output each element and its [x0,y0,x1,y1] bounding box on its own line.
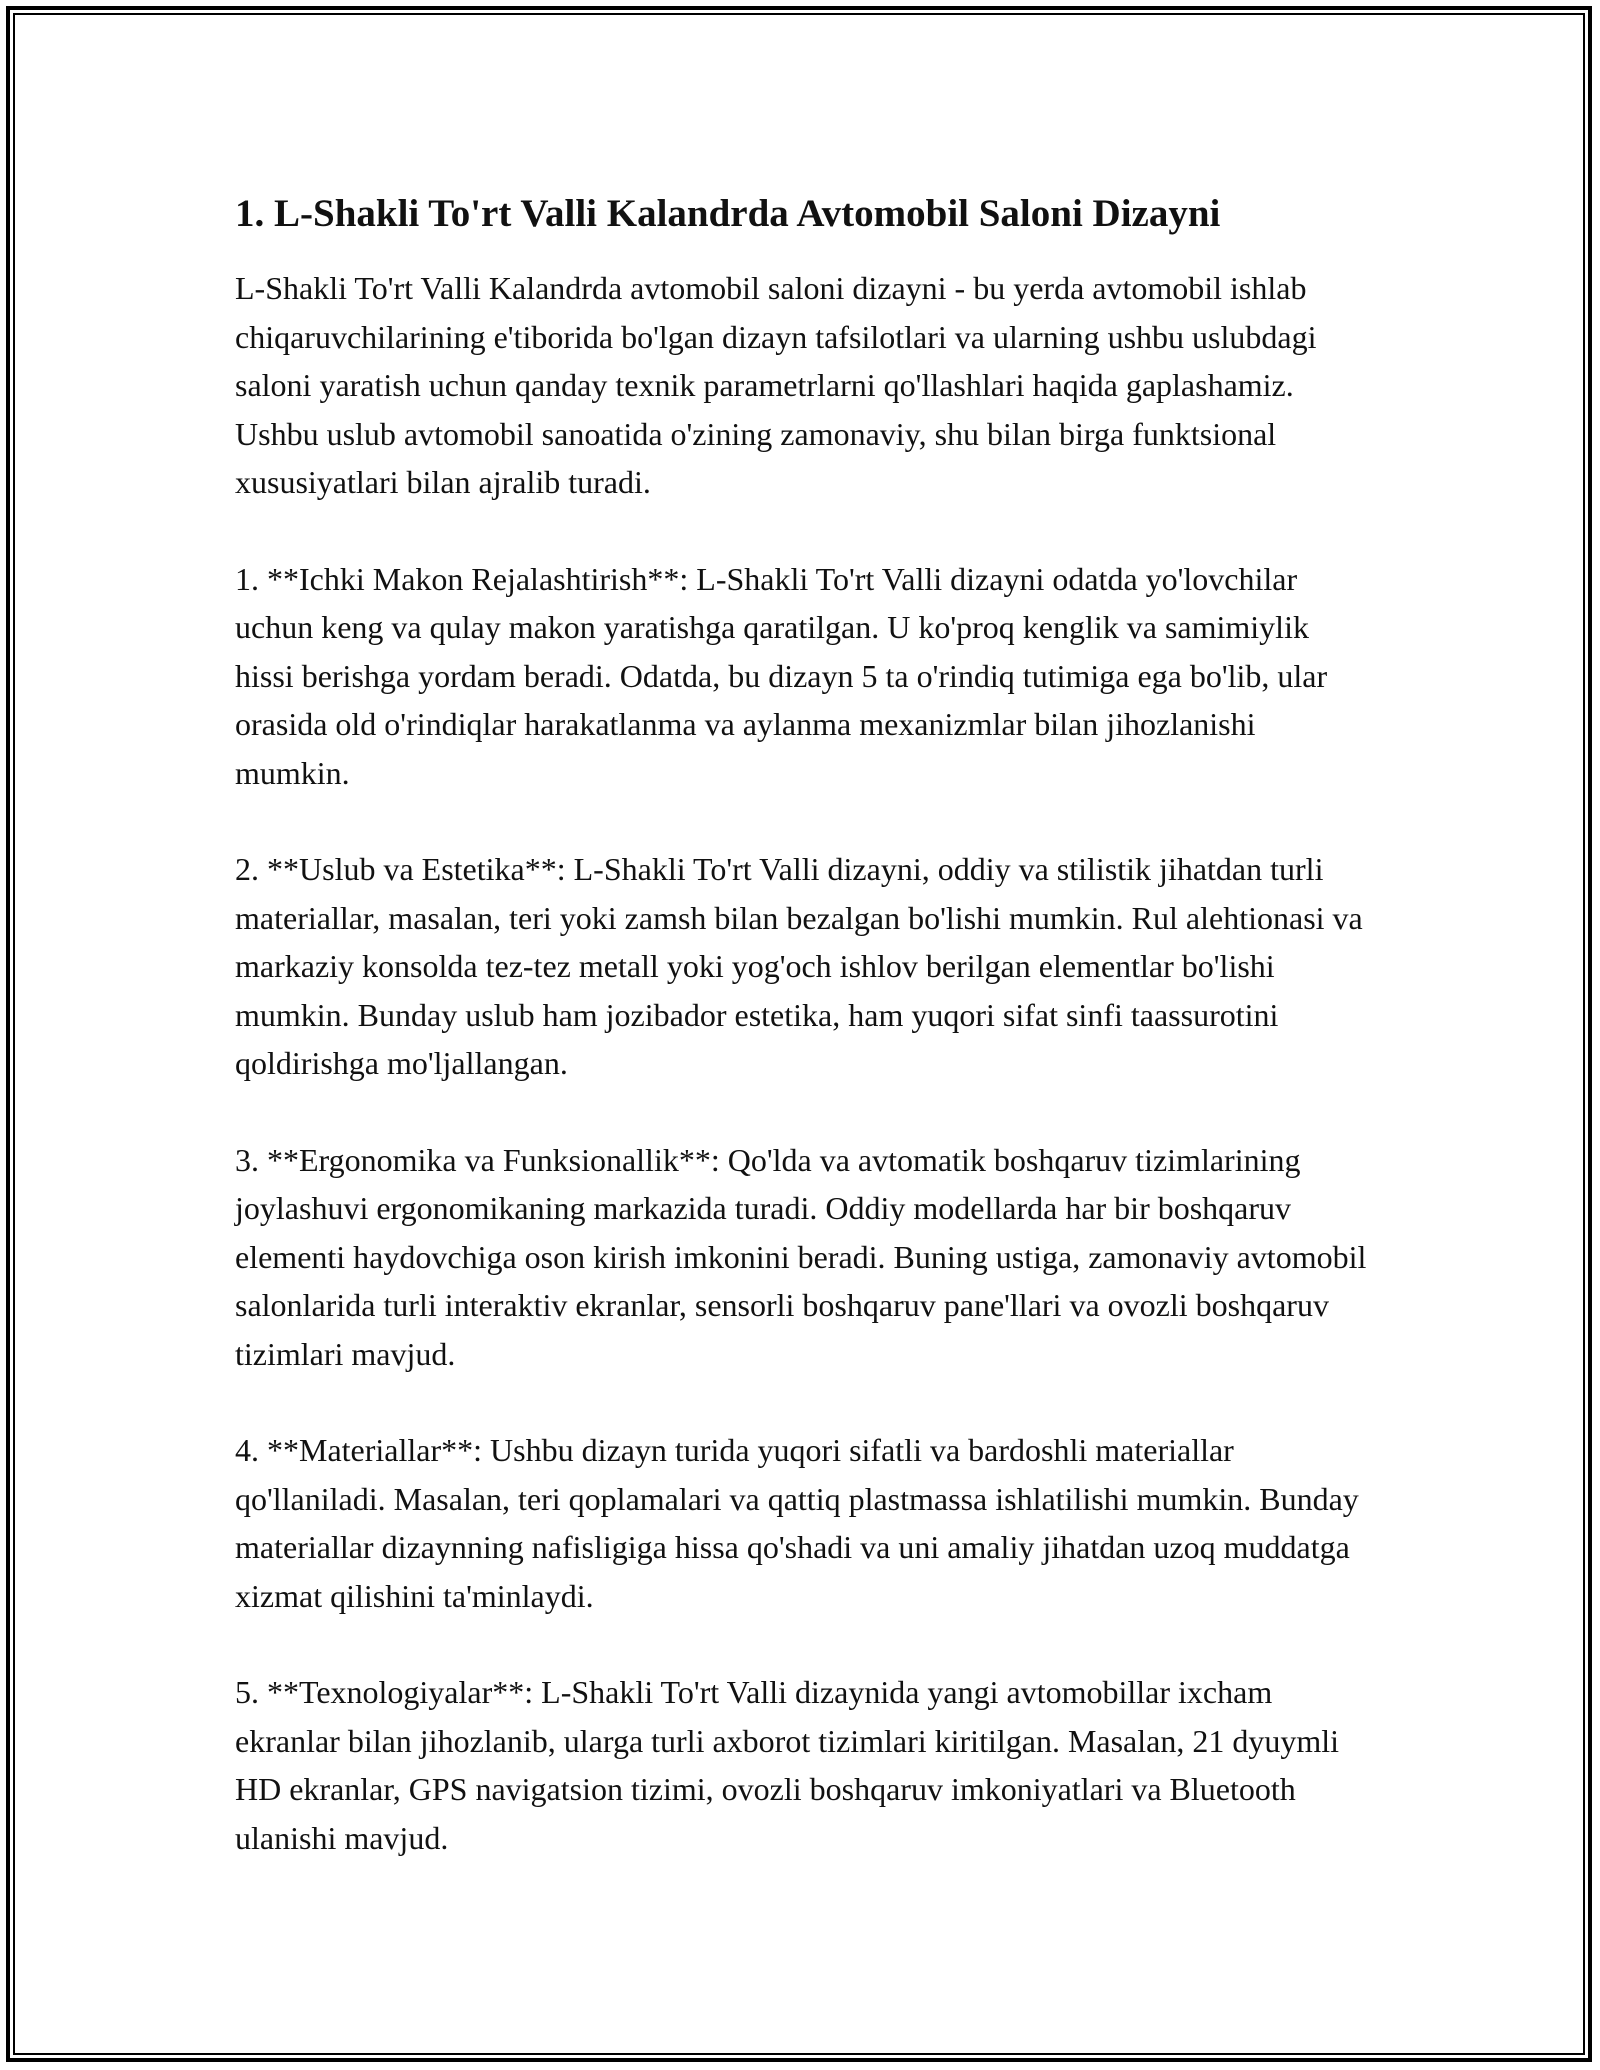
section-style-aesthetics: 2. **Uslub va Estetika**: L-Shakli To'rt Valli dizayni, oddiy va stilistik jihatdan turli materiallar, masalan, teri yoki zamsh bilan bezalgan bo'lishi mumkin. Rul alehtionasi va markaziy konsolda tez-tez metall yoki yog'och ishlov berilgan elementlar bo'lishi mumkin. Bunday uslub ham jozibador estetika, ham yuqori sifat sinfi taassurotini qoldirishga mo'ljallangan. [235,851,1363,1081]
section-interior-planning: 1. **Ichki Makon Rejalashtirish**: L-Shakli To'rt Valli dizayni odatda yo'lovchilar uchun keng va qulay makon yaratishga qaratilgan. U ko'proq kenglik va samimiylik hissi berishga yordam beradi. Odatda, bu dizayn 5 ta o'rindiq tutimiga ega bo'lib, ular orasida old o'rindiqlar harakatlanma va aylanma mexanizmlar bilan jihozlanishi mumkin. [235,560,1328,791]
section-materials: 4. **Materiallar**: Ushbu dizayn turida yuqori sifatli va bardoshli materiallar qo'llaniladi. Masalan, teri qoplamalari va qattiq plastmassa ishlatilishi mumkin. Bunday materiallar dizaynning nafisligiga hissa qo'shadi va uni amaliy jihatdan uzoq muddatga xizmat qilishini ta'minlaydi. [235,1432,1359,1614]
section-ergonomics: 3. **Ergonomika va Funksionallik**: Qo'lda va avtomatik boshqaruv tizimlarining joylashuvi ergonomikaning markazida turadi. Oddiy modellarda har bir boshqaruv elementi haydovchiga oson kirish imkonini beradi. Buning ustiga, zamonaviy avtomobil salonlarida turli interaktiv ekranlar, sensorli boshqaruv pane'llari va ovozli boshqaruv tizimlari mavjud. [235,1141,1367,1372]
document-title: 1. L-Shakli To'rt Valli Kalandrda Avtomobil Saloni Dizayni [235,192,1221,235]
document-body [235,188,1375,1910]
intro-paragraph: L-Shakli To'rt Valli Kalandrda avtomobil saloni dizayni - bu yerda avtomobil ishlab chiqaruvchilarining e'tiborida bo'lgan dizayn tafsilotlari va ularning ushbu uslubdagi saloni yaratish uchun qanday texnik parametrlarni qo'llashlari haqida gaplashamiz. Ushbu uslub avtomobil sanoatida o'zining zamonaviy, shu bilan birga funktsional xususiyatlari bilan ajralib turadi. [235,270,1317,500]
section-technologies: 5. **Texnologiyalar**: L-Shakli To'rt Valli dizaynida yangi avtomobillar ixcham ekranlar bilan jihozlanib, ularga turli axborot tizimlari kiritilgan. Masalan, 21 dyuymli HD ekranlar, GPS navigatsion tizimi, ovozli boshqaruv imkoniyatlari va Bluetooth ulanishi mavjud. [235,1674,1340,1856]
